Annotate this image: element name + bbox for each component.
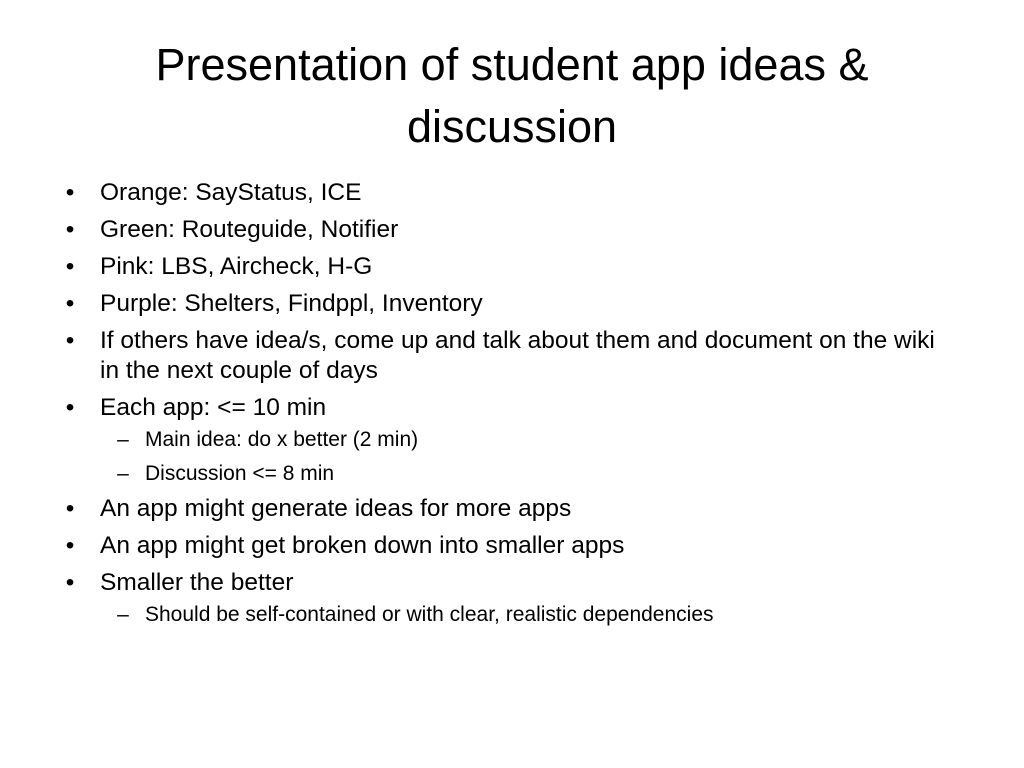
bullet-item: [60, 568, 960, 628]
bullet-item: [60, 326, 960, 386]
bullet-item: [60, 252, 960, 282]
bullet-marker: •: [65, 569, 75, 596]
bullet-text: If others have idea/s, come up and talk about them and document on the wiki in the next couple of days: [100, 327, 935, 384]
bullet-item: [60, 215, 960, 245]
sub-bullet-text: Should be self-contained or with clear, realistic dependencies: [145, 603, 714, 626]
sub-bullet-text: Main idea: do x better (2 min): [145, 428, 419, 451]
bullet-item: [60, 531, 960, 561]
bullet-marker: •: [65, 179, 75, 206]
sub-bullet-item: [100, 426, 960, 453]
bullet-text: An app might get broken down into smaller apps: [100, 532, 625, 559]
sub-bullet-marker: –: [117, 428, 129, 451]
bullet-text: Smaller the better: [100, 569, 294, 596]
sub-bullet-list: [100, 601, 960, 628]
bullet-item: [60, 393, 960, 487]
sub-bullet-item: [100, 601, 960, 628]
sub-bullet-list: [100, 426, 960, 487]
bullet-item: [60, 494, 960, 524]
bullet-marker: •: [65, 253, 75, 280]
bullet-marker: •: [65, 394, 75, 421]
bullet-text: Orange: SayStatus, ICE: [100, 179, 362, 206]
bullet-marker: •: [65, 216, 75, 243]
bullet-marker: •: [65, 532, 75, 559]
sub-bullet-marker: –: [117, 603, 129, 626]
bullet-list: [60, 178, 960, 635]
bullet-marker: •: [65, 495, 75, 522]
bullet-item: [60, 178, 960, 208]
slide-title: Presentation of student app ideas & discussion: [155, 39, 869, 152]
bullet-marker: •: [65, 327, 75, 354]
sub-bullet-text: Discussion <= 8 min: [145, 462, 335, 485]
bullet-text: Each app: <= 10 min: [100, 394, 327, 421]
bullet-marker: •: [65, 290, 75, 317]
bullet-text: Purple: Shelters, Findppl, Inventory: [100, 290, 483, 317]
bullet-text: Pink: LBS, Aircheck, H-G: [100, 253, 373, 280]
bullet-text: An app might generate ideas for more apps: [100, 495, 572, 522]
sub-bullet-item: [100, 460, 960, 487]
bullet-item: [60, 289, 960, 319]
bullet-text: Green: Routeguide, Notifier: [100, 216, 399, 243]
sub-bullet-marker: –: [117, 462, 129, 485]
